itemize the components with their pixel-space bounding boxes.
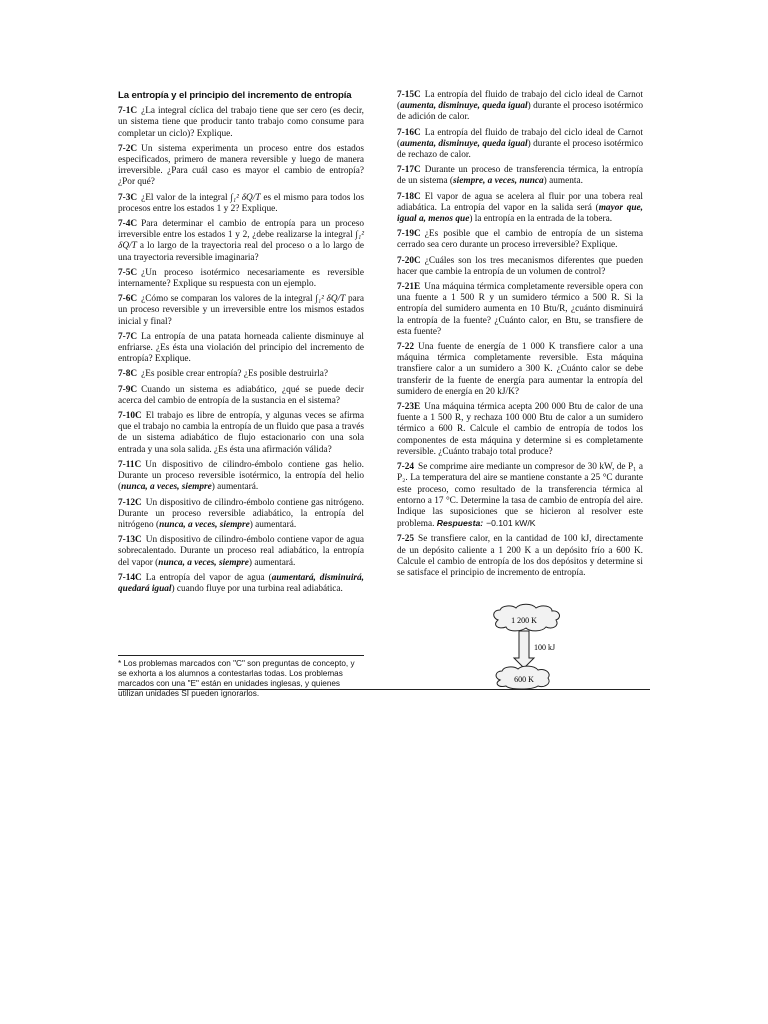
heat-label: 100 kJ <box>534 643 556 652</box>
problem-7-17C: 7-17C Durante un proceso de transferencia térmica, la entropía de un sistema (siempre, a veces, nunca) aumenta. <box>397 165 643 187</box>
answer-label: Respuesta: <box>436 518 484 529</box>
problem-7-24: 7-24 Se comprime aire mediante un compresor de 30 kW, de P₁ a P₂. La temperatura del aire se mantiene constante a 25 °C durante este proceso, como resultado de la transferencia térmica al entorno a 17 °C. Determine la tasa de cambio de entropía del aire. Indique las suposiciones que se hicieron al resolver este problema. Respuesta: −0.101 kW/K <box>397 462 643 530</box>
problem-7-5C: 7-5C ¿Un proceso isotérmico necesariamente es reversible internamente? Explique su respuesta con un ejemplo. <box>118 267 364 290</box>
integral-expression: ∫₁² δQ/T <box>315 294 346 305</box>
problem-7-10C: 7-10C El trabajo es libre de entropía, y algunas veces se afirma que el trabajo no cambia la entropía de un fluido que pasa a través de un sistema adiabático de flujo estacionario con una sola entrada y una sola salida. ¿Es ésta una afirmación válida? <box>118 411 365 455</box>
problem-7-8C: 7-8C ¿Es posible crear entropía? ¿Es posible destruirla? <box>118 369 329 380</box>
problem-7-1C: 7-1C ¿La integral cíclica del trabajo tiene que ser cero (es decir, un sistema tiene que producir tanto trabajo como consume para completar un ciclo)? Explique. <box>118 106 364 139</box>
problem-7-22: 7-22 Una fuente de energía de 1 000 K transfiere calor a una máquina térmica completamente reversible. Esta máquina transfiere calor a un sumidero a 300 K. ¿Cuánto calor se debe transferir de la fuente de energía para aumentar la entropía del sumidero de energía en 20 kJ/K? <box>397 342 643 397</box>
page-bottom-rule <box>118 689 650 690</box>
heat-arrow-icon <box>514 631 534 668</box>
problem-7-20C: 7-20C ¿Cuáles son los tres mecanismos diferentes que pueden hacer que cambie la entropía de un volumen de control? <box>397 255 643 277</box>
problem-7-15C: 7-15C La entropía del fluido de trabajo del ciclo ideal de Carnot (aumenta, disminuye, queda igual) durante el proceso isotérmico de adición de calor. <box>397 90 643 123</box>
left-column <box>118 90 364 599</box>
hot-reservoir-label: 1 200 K <box>511 616 537 625</box>
problem-7-9C: 7-9C Cuando un sistema es adiabático, ¿qué se puede decir acerca del cambio de entropía de la sustancia en el sistema? <box>118 384 364 406</box>
problem-7-13C: 7-13C Un dispositivo de cilindro-émbolo contiene vapor de agua sobrecalentado. Durante un proceso real adiabático, la entropía del vapor (nunca, a veces, siempre) aumentará. <box>118 535 364 568</box>
problem-7-6C: 7-6C ¿Cómo se comparan los valores de la integral ∫₁² δQ/T para un proceso reversible y un irreversible entre los mismos estados inicial y final? <box>118 294 364 327</box>
problem-7-23E: 7-23E Una máquina térmica acepta 200 000 Btu de calor de una fuente a 1 500 R, y rechaza 100 000 Btu de calor a un sumidero térmico a 600 R. Calcule el cambio de entropía de todos los componentes de esta máquina y determine si es completamente reversible. ¿Cuánto trabajo total produce? <box>397 402 643 457</box>
integral-expression: ∫₁² δQ/T <box>230 192 261 203</box>
answer-value: −0.101 kW/K <box>486 518 536 529</box>
footnote-rule <box>118 655 364 656</box>
problem-7-11C: 7-11C Un dispositivo de cilindro-émbolo contiene gas helio. Durante un proceso reversible isotérmico, la entropía del helio (nunca, a veces, siempre) aumentará. <box>118 459 364 493</box>
reservoir-figure <box>488 604 592 688</box>
problem-7-25: 7-25 Se transfiere calor, en la cantidad de 100 kJ, directamente de un depósito caliente a 1 200 K a un depósito frío a 600 K. Calcule el cambio de entropía de los dos depósitos y determine si se satisface el principio de incremento de entropía. <box>397 534 643 578</box>
footnote: * Los problemas marcados con "C" son preguntas de concepto, y se exhorta a los alumnos a contestarlas todas. Los problemas marcados con una "E" están en unidades inglesas, y quienes utilizan unidades SI pueden ignorarlos. <box>118 659 355 698</box>
right-column <box>397 90 643 583</box>
problem-7-4C: 7-4C Para determinar el cambio de entropía para un proceso irreversible entre los estados 1 y 2, ¿debe realizarse la integral ∫₁² δQ/T a lo largo de la trayectoria real del proceso o a lo largo de una trayectoria reversible imaginaria? <box>118 219 364 263</box>
problem-7-14C: 7-14C La entropía del vapor de agua (aumentará, disminuirá, quedará igual) cuando fluye por una turbina real adiabática. <box>118 572 364 594</box>
problem-7-3C: 7-3C ¿El valor de la integral ∫₁² δQ/T es el mismo para todos los procesos entre los estados 1 y 2? Explique. <box>118 192 364 214</box>
problem-7-19C: 7-19C ¿Es posible que el cambio de entropía de un sistema cerrado sea cero durante un proceso irreversible? Explique. <box>397 229 643 251</box>
problem-7-2C: 7-2C Un sistema experimenta un proceso entre dos estados especificados, primero de manera reversible y luego de manera irreversible. ¿Para cuál caso es mayor el cambio de entropía? ¿Por qué? <box>118 143 364 188</box>
problem-7-21E: 7-21E Una máquina térmica completamente reversible opera con una fuente a 1 500 R y un sumidero térmico a 500 R. Si la entropía del sumidero aumenta en 10 Btu/R, ¿cuánto disminuirá la entropía de la fuente? ¿Cuánto calor, en Btu, se transfiere de esta fuente? <box>397 282 643 337</box>
problem-7-12C: 7-12C Un dispositivo de cilindro-émbolo contiene gas nitrógeno. Durante un proceso reversible adiabático, la entropía del nitrógeno (nunca, a veces, siempre) aumentará. <box>118 497 364 530</box>
problem-7-7C: 7-7C La entropía de una patata horneada caliente disminuye al enfriarse. ¿Es ésta una violación del principio del incremento de entropía? Explique. <box>118 331 364 365</box>
problem-7-18C: 7-18C El vapor de agua se acelera al fluir por una tobera real adiabática. La entropía del vapor en la salida será (mayor que, igual a, menos que) la entropía en la entrada de la tobera. <box>397 191 643 225</box>
integral-expression: ∫₁² δQ/T <box>118 230 364 252</box>
cold-reservoir-label: 600 K <box>514 675 534 684</box>
section-title: La entropía y el principio del incremento de entropía <box>118 90 352 101</box>
problem-7-16C: 7-16C La entropía del fluido de trabajo del ciclo ideal de Carnot (aumenta, disminuye, queda igual) durante el proceso isotérmico de rechazo de calor. <box>397 127 643 161</box>
reservoir-diagram <box>488 604 592 688</box>
